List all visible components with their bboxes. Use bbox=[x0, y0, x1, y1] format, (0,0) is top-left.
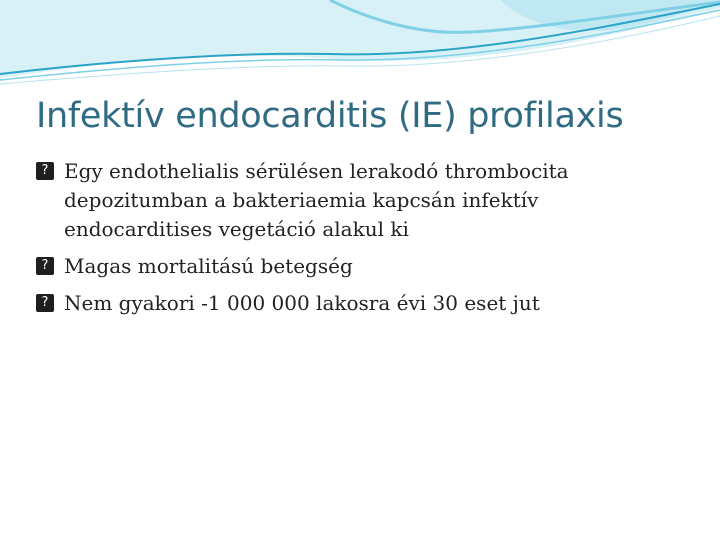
bullet-text: Egy endothelialis sérülésen lerakodó thrombocita depozitumban a bakteriaemia kapcsán infektív endocarditises vegetáció alakul ki bbox=[64, 159, 569, 241]
slide-title: Infektív endocarditis (IE) profilaxis bbox=[36, 96, 624, 136]
list-item bbox=[36, 289, 676, 318]
bullet-text: Magas mortalitású betegség bbox=[64, 254, 353, 278]
bullet-icon: ? bbox=[36, 162, 54, 180]
bullet-list bbox=[36, 157, 676, 326]
bullet-icon: ? bbox=[36, 257, 54, 275]
list-item bbox=[36, 157, 676, 244]
bullet-icon: ? bbox=[36, 294, 54, 312]
bullet-text: Nem gyakori -1 000 000 lakosra évi 30 eset jut bbox=[64, 291, 540, 315]
decorative-wave-banner bbox=[0, 0, 720, 90]
list-item bbox=[36, 252, 676, 281]
